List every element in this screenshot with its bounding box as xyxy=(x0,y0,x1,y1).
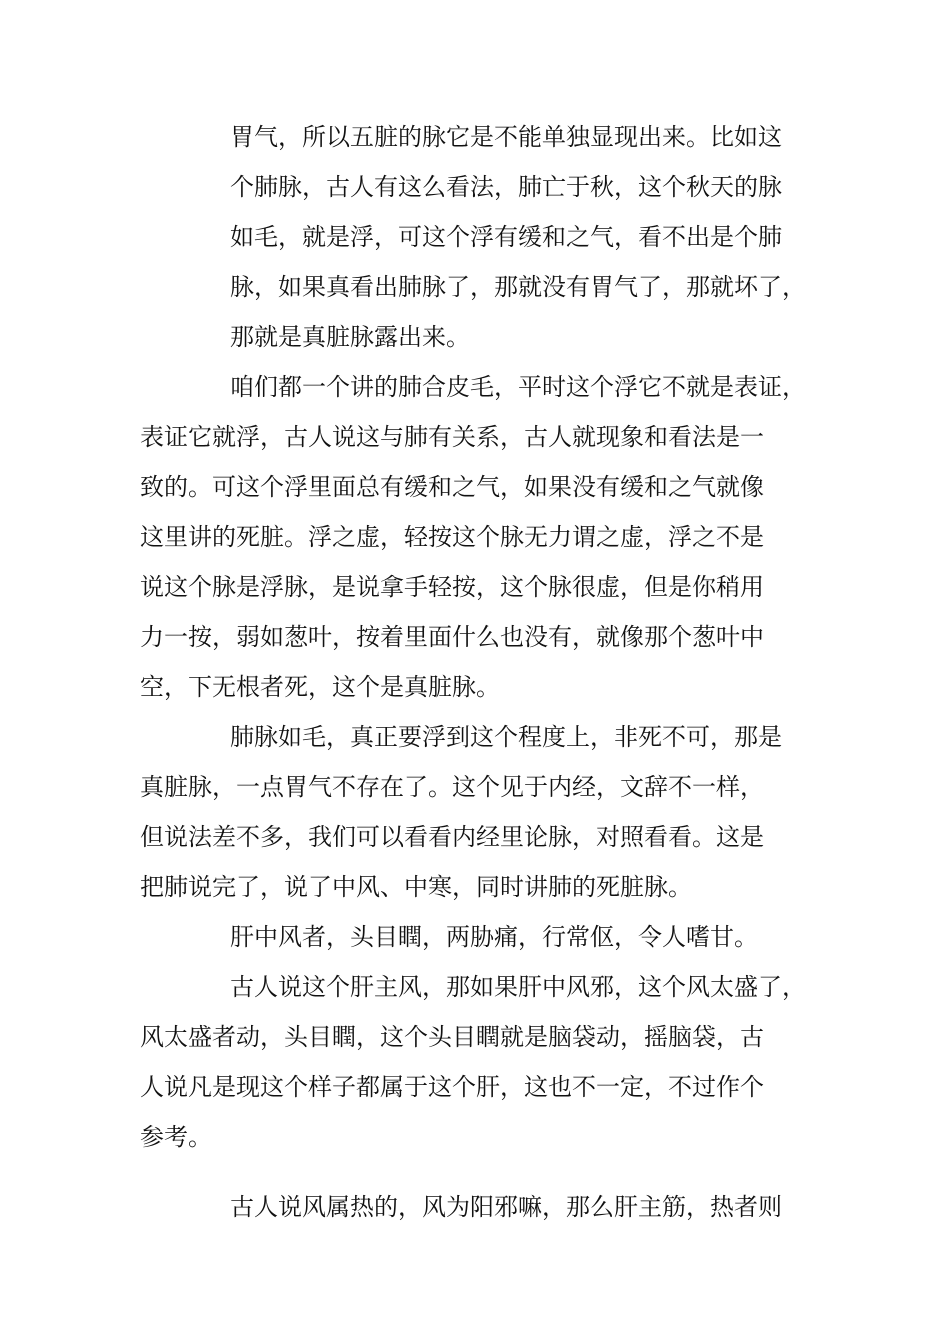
paragraph-spacer xyxy=(140,1162,840,1182)
paragraph-2-line-1: 咱们都一个讲的肺合皮毛，平时这个浮它不就是表证， xyxy=(230,373,806,401)
paragraph-3-line-2: 真脏脉，一点胃气不存在了。这个见于内经，文辞不一样， xyxy=(140,773,764,801)
paragraph-1-line-4: 脉，如果真看出肺脉了，那就没有胃气了，那就坏了， xyxy=(230,273,806,301)
paragraph-5-line-4: 参考。 xyxy=(140,1123,212,1151)
paragraph-1-line-2: 个肺脉，古人有这么看法，肺亡于秋，这个秋天的脉 xyxy=(230,173,782,201)
document-body xyxy=(140,112,840,1232)
paragraph-1-line-1: 胃气，所以五脏的脉它是不能单独显现出来。比如这 xyxy=(230,123,782,151)
paragraph-1-line-3: 如毛，就是浮，可这个浮有缓和之气，看不出是个肺 xyxy=(230,223,782,251)
paragraph-2-line-3: 致的。可这个浮里面总有缓和之气，如果没有缓和之气就像 xyxy=(140,473,764,501)
paragraph-2-line-2: 表证它就浮，古人说这与肺有关系，古人就现象和看法是一 xyxy=(140,423,764,451)
paragraph-1-line-5: 那就是真脏脉露出来。 xyxy=(230,323,470,351)
paragraph-5-line-1: 古人说这个肝主风，那如果肝中风邪，这个风太盛了， xyxy=(230,973,806,1001)
paragraph-5-line-2: 风太盛者动，头目瞤，这个头目瞤就是脑袋动，摇脑袋，古 xyxy=(140,1023,764,1051)
paragraph-3-line-4: 把肺说完了，说了中风、中寒，同时讲肺的死脏脉。 xyxy=(140,873,692,901)
paragraph-5-line-3: 人说凡是现这个样子都属于这个肝，这也不一定，不过作个 xyxy=(140,1073,764,1101)
paragraph-3-line-3: 但说法差不多，我们可以看看内经里论脉，对照看看。这是 xyxy=(140,823,764,851)
paragraph-2-line-5: 说这个脉是浮脉，是说拿手轻按，这个脉很虚，但是你稍用 xyxy=(140,573,764,601)
paragraph-2-line-6: 力一按，弱如葱叶，按着里面什么也没有，就像那个葱叶中 xyxy=(140,623,764,651)
paragraph-6-line-1: 古人说风属热的，风为阳邪嘛，那么肝主筋，热者则 xyxy=(230,1193,782,1221)
paragraph-2-line-7: 空，下无根者死，这个是真脏脉。 xyxy=(140,673,500,701)
paragraph-2-line-4: 这里讲的死脏。浮之虚，轻按这个脉无力谓之虚，浮之不是 xyxy=(140,523,764,551)
paragraph-3-line-1: 肺脉如毛，真正要浮到这个程度上，非死不可，那是 xyxy=(230,723,782,751)
paragraph-4-line-1: 肝中风者，头目瞤，两胁痛，行常伛，令人嗜甘。 xyxy=(230,923,758,951)
